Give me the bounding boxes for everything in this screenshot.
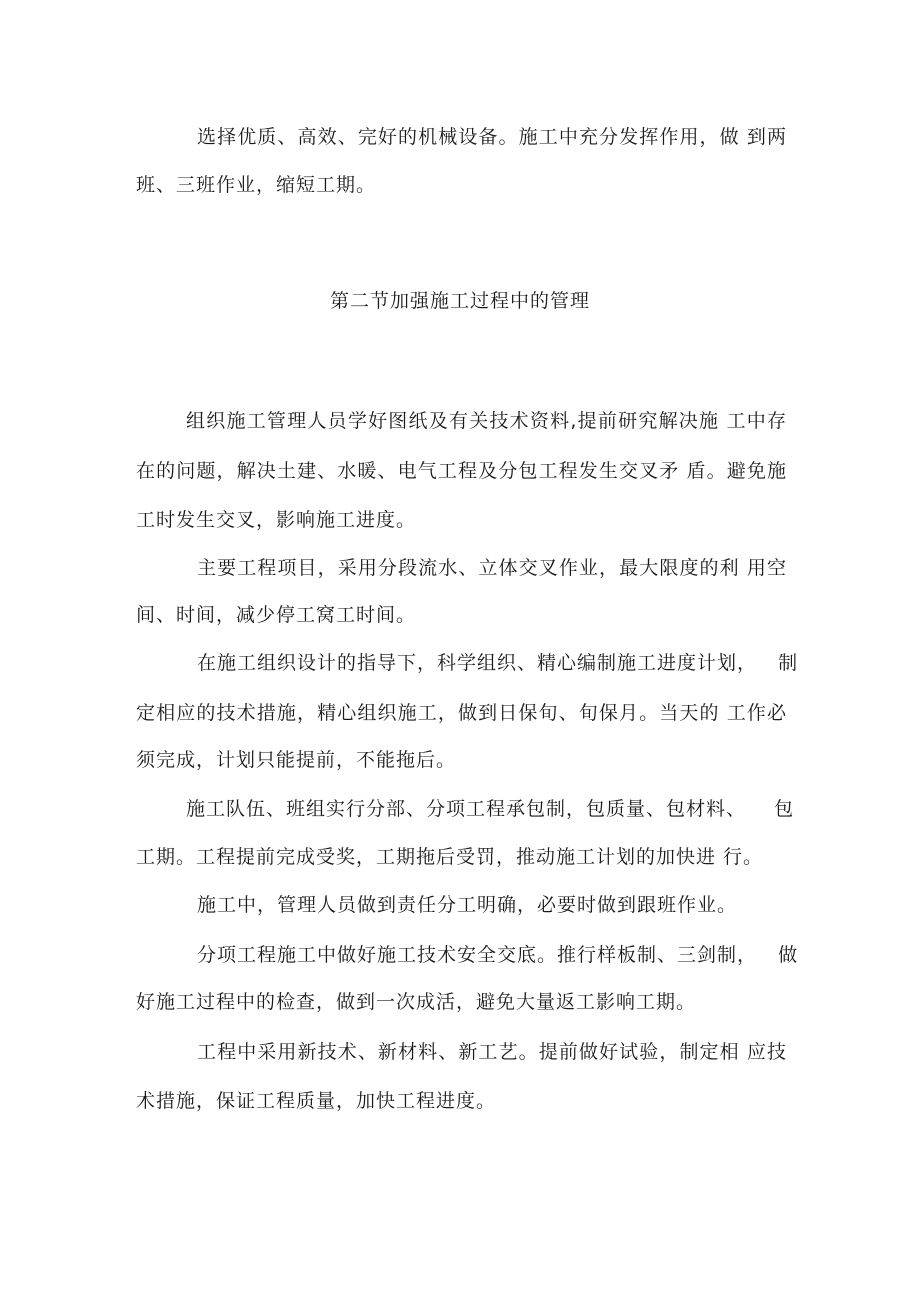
paragraph-3-line-2: 定相应的技术措施，精心组织施工，做到日保旬、旬保月。当天的 工作必 bbox=[136, 702, 787, 724]
paragraph-2-line-1: 主要工程项目，采用分段流水、立体交叉作业，最大限度的利 用空 bbox=[197, 557, 787, 579]
paragraph-1-line-2: 在的问题，解决土建、水暖、电气工程及分包工程发生交叉矛 盾。避免施 bbox=[136, 460, 787, 482]
paragraph-4-line-2: 工期。工程提前完成受奖，工期拖后受罚，推动施工计划的加快进 行。 bbox=[136, 846, 764, 868]
paragraph-2-line-2: 间、时间，减少停工窝工时间。 bbox=[136, 604, 417, 626]
intro-line-2: 班、三班作业，缩短工期。 bbox=[136, 174, 377, 196]
section-title: 第二节加强施工过程中的管理 bbox=[329, 290, 590, 312]
paragraph-6-line-2: 好施工过程中的检查，做到一次成活，避免大量返工影响工期。 bbox=[136, 991, 697, 1013]
paragraph-3-line-3: 须完成，计划只能提前，不能拖后。 bbox=[136, 749, 457, 771]
intro-line-1: 选择优质、高效、完好的机械设备。施工中充分发挥作用，做 到两 bbox=[197, 126, 787, 148]
paragraph-4-line-1: 施工队伍、班组实行分部、分项工程承包制，包质量、包材料、 包 bbox=[186, 798, 795, 820]
paragraph-1-line-1: 组织施工管理人员学好图纸及有关技术资料,提前研究解决施 工中存 bbox=[186, 410, 787, 432]
paragraph-6-line-1: 分项工程施工中做好施工技术安全交底。推行样板制、三剑制， 做 bbox=[197, 944, 799, 966]
paragraph-5-line-1: 施工中，管理人员做到责任分工明确，必要时做到跟班作业。 bbox=[197, 894, 738, 916]
paragraph-3-line-1: 在施工组织设计的指导下，科学组织、精心编制施工进度计划， 制 bbox=[197, 652, 799, 674]
paragraph-7-line-1: 工程中采用新技术、新材料、新工艺。提前做好试验，制定相 应技 bbox=[197, 1041, 787, 1063]
paragraph-1-line-3: 工时发生交叉，影响施工进度。 bbox=[136, 509, 417, 531]
paragraph-7-line-2: 术措施，保证工程质量，加快工程进度。 bbox=[136, 1090, 497, 1112]
